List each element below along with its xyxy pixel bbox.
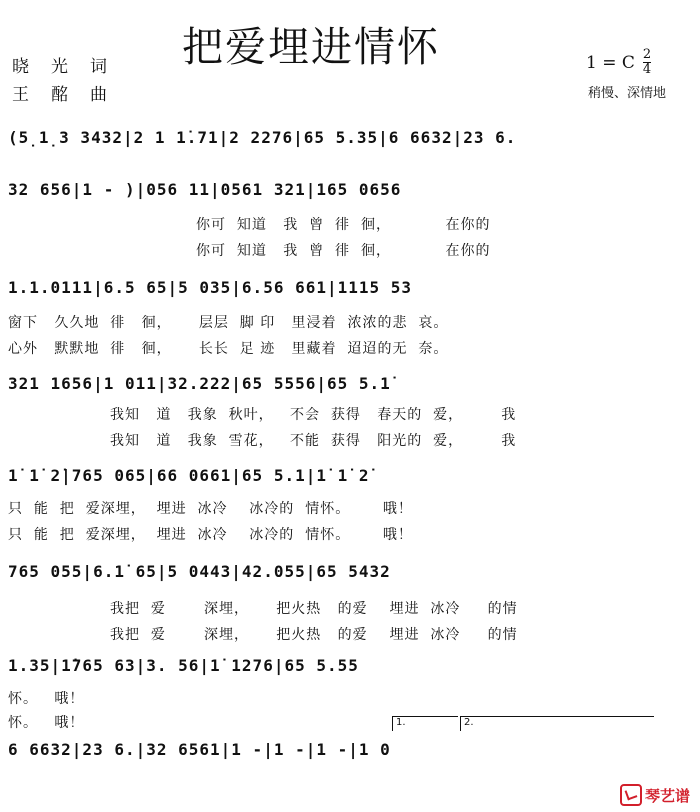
score-system-1 <box>8 128 668 156</box>
lyric-verse1-line-7: 怀。 哦！ <box>8 691 85 707</box>
lyricist-credit: 晓光词 <box>12 57 129 77</box>
lyric-verse2-line-5: 只 能 把 爱深埋， 埋进 冰冷 冰冷的 情怀。 哦！ <box>8 527 413 543</box>
tempo-marking: 稍慢、深情地 <box>588 86 667 101</box>
score-system-6 <box>8 562 668 590</box>
lyric-verse2-line-7: 怀。 哦！ <box>8 715 85 731</box>
volta-first-ending: 1. <box>392 716 458 731</box>
watermark-logo-icon <box>620 784 642 806</box>
score-system-7 <box>8 656 668 684</box>
volta-second-ending: 2. <box>460 716 654 731</box>
notes-line-3: 1.1.0111|6.5 65|5 035|6.56 661|1115 53 <box>8 278 413 297</box>
score-system-3 <box>8 278 668 306</box>
notes-line-4: 321 1656|1 011|32.222|65 5556|65 5.1̇ <box>8 374 391 393</box>
notes-line-7: 1.35|1̇765 63|3. 56|1̇ 1276|65 5.55 <box>8 656 359 675</box>
lyric-verse1-line-5: 只 能 把 爱深埋， 埋进 冰冷 冰冷的 情怀。 哦！ <box>8 501 413 517</box>
lyric-verse2-line-6: 我把 爱 深埋， 把火热 的爱 埋进 冰冷 的情 <box>110 627 518 643</box>
key-label: 1 = C <box>586 52 635 73</box>
score-system-8 <box>8 740 668 768</box>
lyric-verse2-line-3: 心外 默默地 徘 徊， 长长 足 迹 里藏着 迢迢的无 奈。 <box>8 341 449 357</box>
composer-credit: 王酩曲 <box>12 85 129 105</box>
score-system-5 <box>8 466 668 494</box>
lyric-verse1-line-3: 窗下 久久地 徘 徊， 层层 脚 印 里浸着 浓浓的悲 哀。 <box>8 315 449 331</box>
score-system-4 <box>8 374 668 402</box>
time-signature <box>643 48 651 77</box>
notes-line-6: 765 055|6.1̇ 65|5 0443|42.055|65 5432 <box>8 562 391 581</box>
notes-line-8: 6 6632|23 6.|32 6561|1 -|1 -|1 -|1 0 <box>8 740 391 759</box>
meter-top: 2 <box>642 47 652 62</box>
notes-line-2: 32 656|1 - )|056 11|0561 321|165 0656 <box>8 180 402 199</box>
lyric-verse1-line-2: 你可 知道 我 曾 徘 徊， 在你的 <box>196 217 491 233</box>
lyric-verse2-line-2: 你可 知道 我 曾 徘 徊， 在你的 <box>196 243 491 259</box>
lyric-verse1-line-6: 我把 爱 深埋， 把火热 的爱 埋进 冰冷 的情 <box>110 601 518 617</box>
score-system-2 <box>8 180 668 208</box>
key-signature <box>586 48 651 77</box>
notes-line-1: (5̣1̣3 3432|2 1 1̇.71|2 2276|65 5.35|6 6632|23 6. <box>8 128 517 147</box>
song-title: 把爱埋进情怀 <box>182 23 440 71</box>
watermark-text: 琴艺谱 <box>644 786 690 805</box>
lyric-verse2-line-4: 我知 道 我象 雪花， 不能 获得 阳光的 爱， 我 <box>110 433 517 449</box>
notes-line-5: 1̇ 1̇ 2̇|765 065|66 0661|65 5.1|1̇ 1̇ 2̇ <box>8 466 370 485</box>
site-watermark <box>620 784 690 806</box>
meter-bottom: 4 <box>642 62 652 77</box>
lyric-verse1-line-4: 我知 道 我象 秋叶， 不会 获得 春天的 爱， 我 <box>110 407 517 423</box>
